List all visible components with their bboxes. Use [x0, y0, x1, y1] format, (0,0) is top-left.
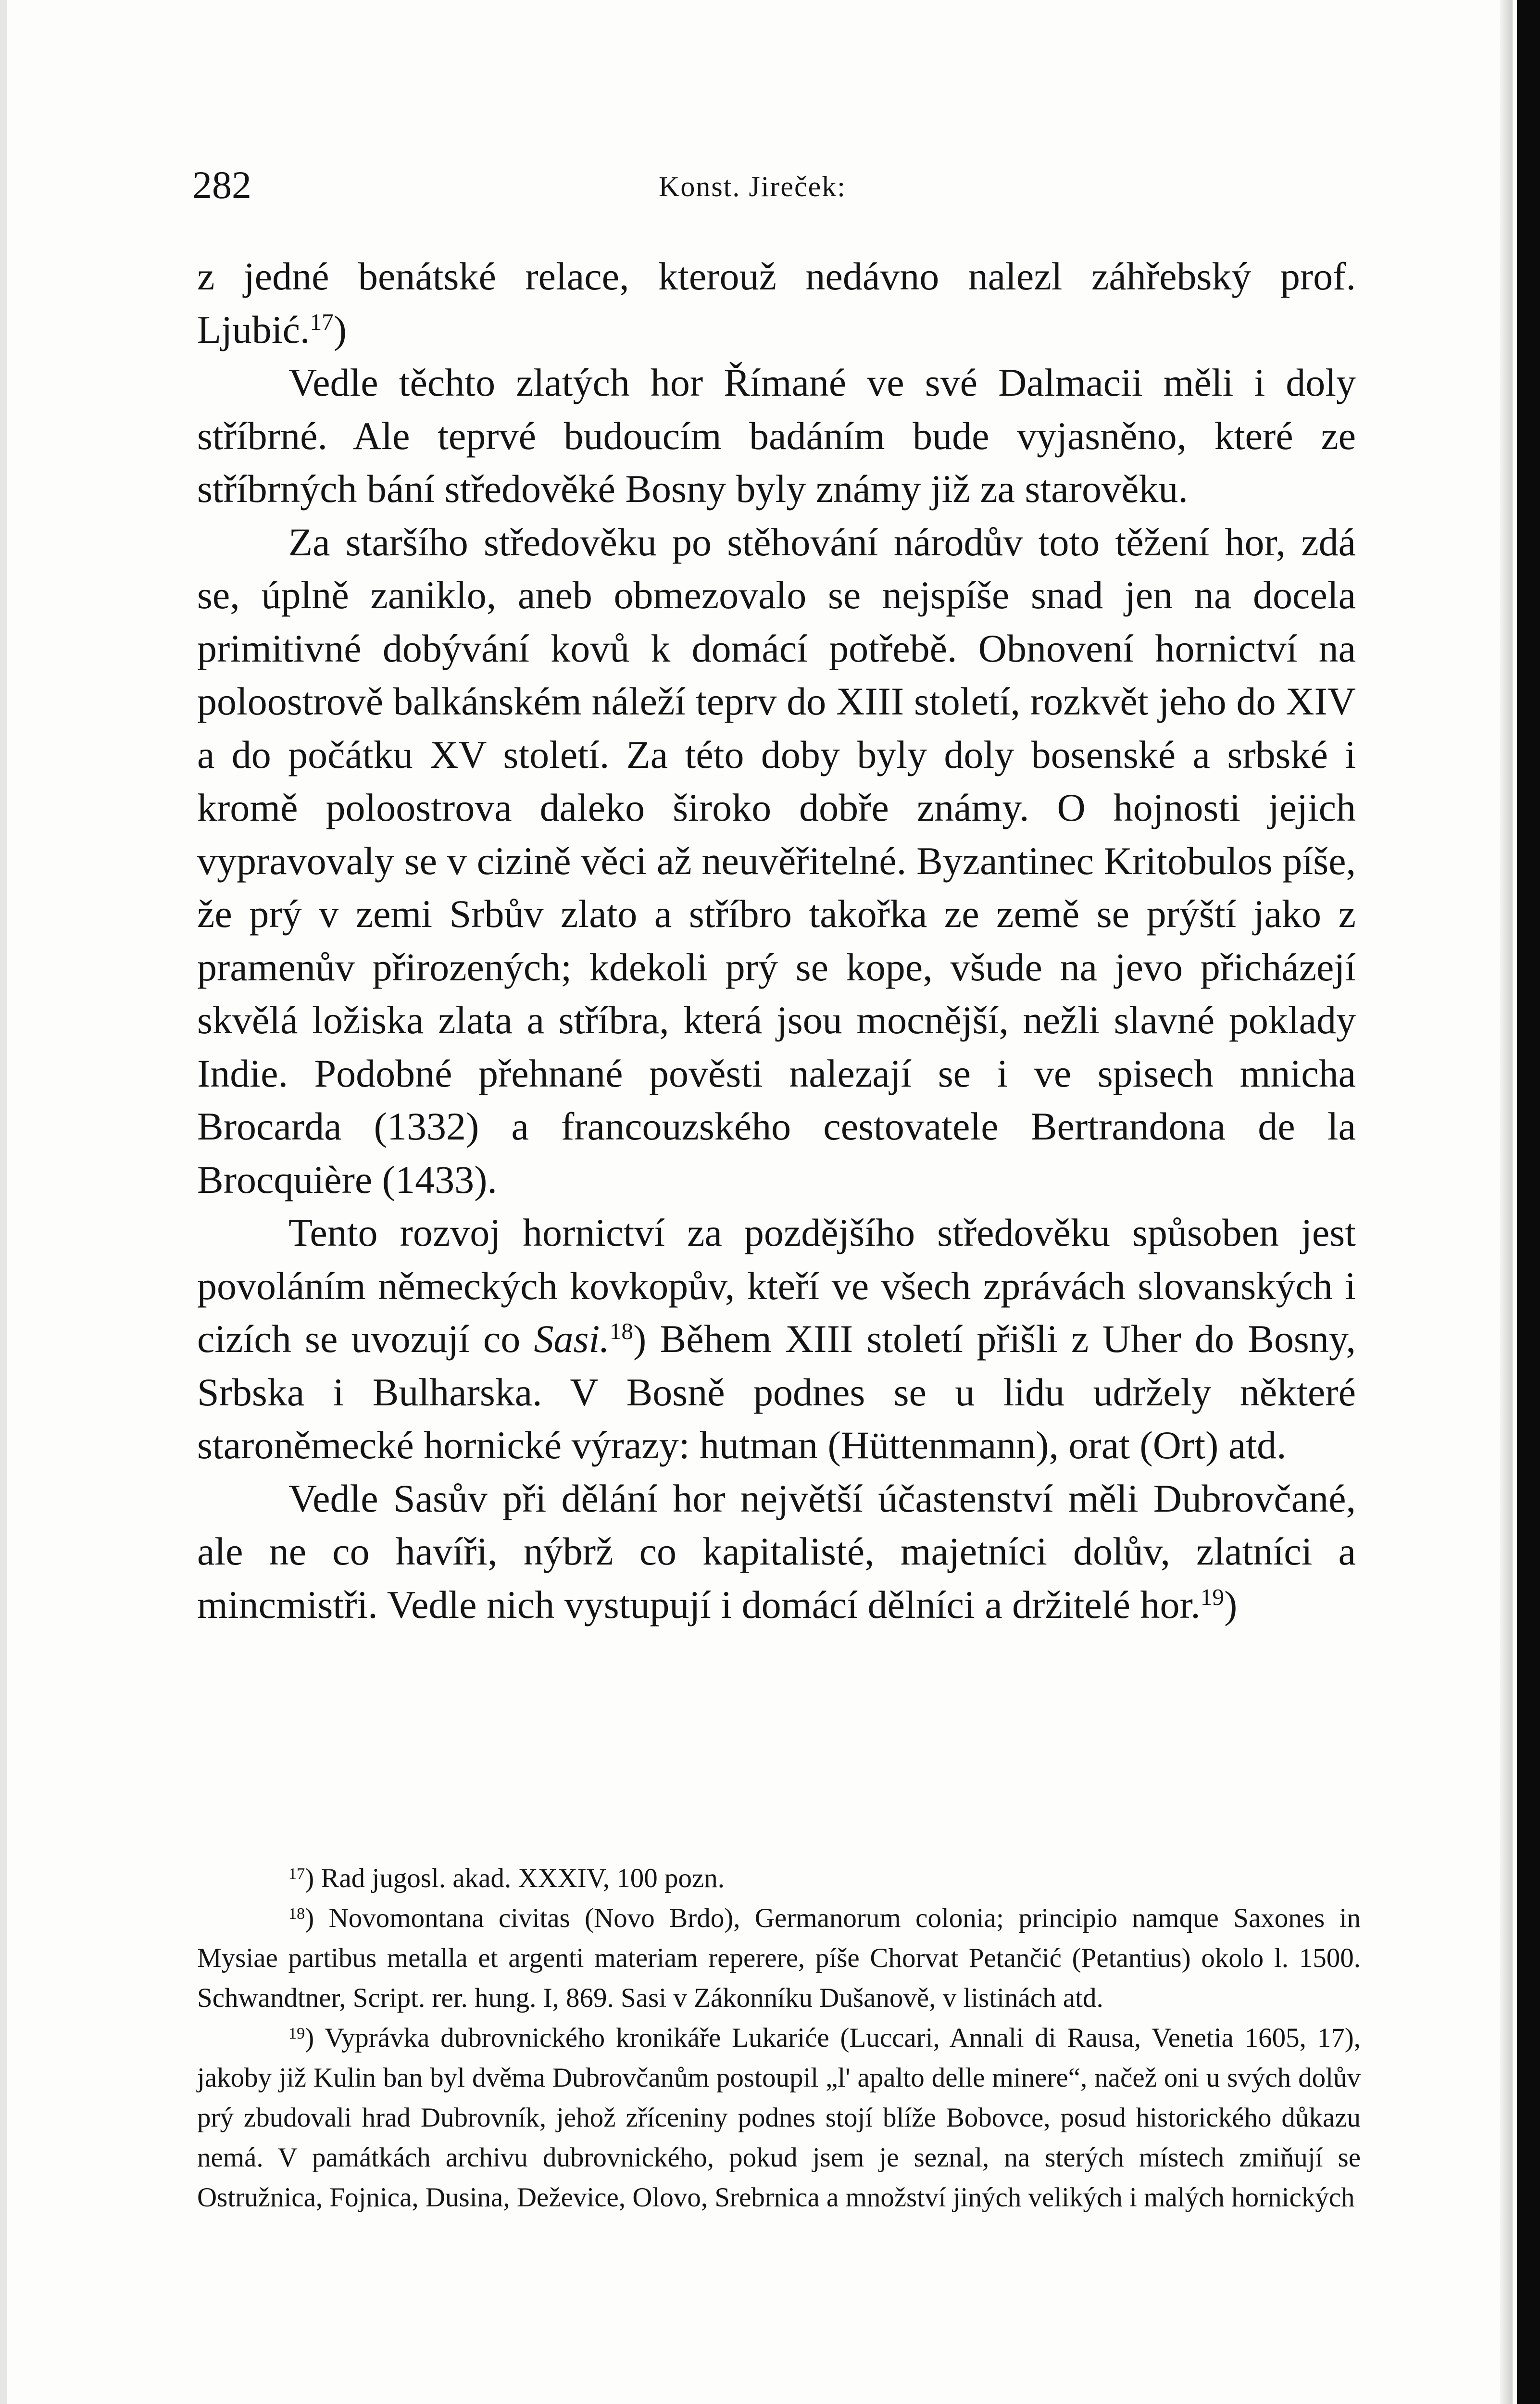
- footnote-18-mark: 18: [288, 1904, 305, 1923]
- paragraph-4-emphasis: Sasi.: [534, 1317, 610, 1361]
- paragraph-3: Za staršího středověku po stěhování národův toto těžení hor, zdá se, úplně zaniklo, aneb obmezovalo se nejspíše snad jen na docela primitivné dobývání kovů k domácí potřebě. Obnovení hornictví na poloostrově balkánském náleží teprv do XIII století, rozkvět jeho do XIV a do počátku XV století. Za této doby byly doly bosenské a srbské i kromě poloostrova daleko široko dobře známy. O hojnosti jejich vypravovaly se v cizině věci až neuvěřitelné. Byzantinec Kritobulos píše, že prý v zemi Srbův zlato a stříbro takořka ze země se prýští jako z pramenův přirozených; kdekoli prý se kope, všude na jevo přicházejí skvělá ložiska zlata a stříbra, která jsou mocnější, nežli slavné poklady Indie. Podobné přehnané pověsti nalezají se i ve spisech mnicha Brocarda (1332) a francouzského cestovatele Bertrandona de la Brocquière (1433).: [197, 520, 1356, 1202]
- page-right-shadow: [1500, 0, 1513, 2404]
- paragraph-5: [197, 1472, 1356, 1632]
- footnote-ref-17: 17: [310, 308, 334, 335]
- body-text: [197, 250, 1356, 1631]
- footnotes: [197, 1858, 1361, 2217]
- paragraph-5-text: Vedle Sasův při dělání hor největší účastenství měli Dubrovčané, ale ne co havíři, nýbrž co kapitalisté, majetníci dolův, zlatníci a mincmistři. Vedle nich vystupují i domácí dělníci a držitelé hor.: [197, 1476, 1356, 1627]
- footnote-18-text: ) Novomontana civitas (Novo Brdo), Germanorum colonia; principio namque Saxones in Mysiae partibus metalla et argenti materiam reperere, píše Chorvat Petančić (Petantius) okolo l. 1500. Schwandtner, Script. rer. hung. I, 869. Sasi v Zákonníku Dušanově, v listinách atd.: [197, 1903, 1361, 2013]
- footnote-19-mark: 19: [288, 2024, 305, 2042]
- footnote-17: [197, 1858, 1361, 1898]
- paragraph-1: [197, 250, 1356, 356]
- footnote-19: [197, 2018, 1361, 2217]
- paragraph-1-tail: ): [333, 307, 347, 351]
- footnote-18: [197, 1898, 1361, 2018]
- footnote-19-text: ) Vyprávka dubrovnického kronikáře Lukariće (Luccari, Annali di Rausa, Venetia 1605, 17), jakoby již Kulin ban byl dvěma Dubrovčanům postoupil „l' apalto delle minere“, načež oni u svých dolův prý zbudovali hrad Dubrovník, jehož zříceniny podnes stojí blíže Bobovce, posud historického důkazu nemá. V památkách archivu dubrovnického, pokud jsem je seznal, na sterých místech zmiňují se Ostružnica, Fojnica, Dusina, Deževice, Olovo, Srebrnica a množství jiných velikých i malých hornických: [197, 2023, 1361, 2213]
- footnote-ref-18: 18: [609, 1317, 633, 1344]
- page-number: 282: [192, 163, 251, 207]
- footnote-ref-19: 19: [1200, 1583, 1224, 1610]
- page-right-edge: [1517, 0, 1540, 2404]
- paragraph-4-text: Tento rozvoj hornictví za pozdějšího středověku spůsoben jest povoláním německých kovkopův, kteří ve všech zprávách slovanských i cizích se uvozují co: [197, 1211, 1356, 1361]
- paragraph-1-text: z jedné benátské relace, kterouž nedávno nalezl záhřebský prof. Ljubić.: [197, 254, 1356, 351]
- footnote-17-text: ) Rad jugosl. akad. XXXIV, 100 pozn.: [305, 1863, 725, 1893]
- page-header: [192, 159, 1365, 212]
- paragraph-4-tail: ) Během XIII století přišli z Uher do Bosny, Srbska i Bulharska. V Bosně podnes se u lidu udržely některé staroněmecké hornické výrazy: hutman (Hüttenmann), orat (Ort) atd.: [197, 1317, 1356, 1467]
- paragraph-5-tail: ): [1224, 1582, 1238, 1627]
- paragraph-4: [197, 1206, 1356, 1472]
- paragraph-2: Vedle těchto zlatých hor Římané ve své Dalmacii měli i doly stříbrné. Ale teprvé budoucím badáním bude vyjasněno, které ze stříbrných bání středověké Bosny byly známy již za starověku.: [197, 361, 1356, 511]
- page-left-edge: [0, 0, 7, 2404]
- running-head: Konst. Jireček:: [659, 171, 846, 202]
- footnote-17-mark: 17: [288, 1865, 305, 1883]
